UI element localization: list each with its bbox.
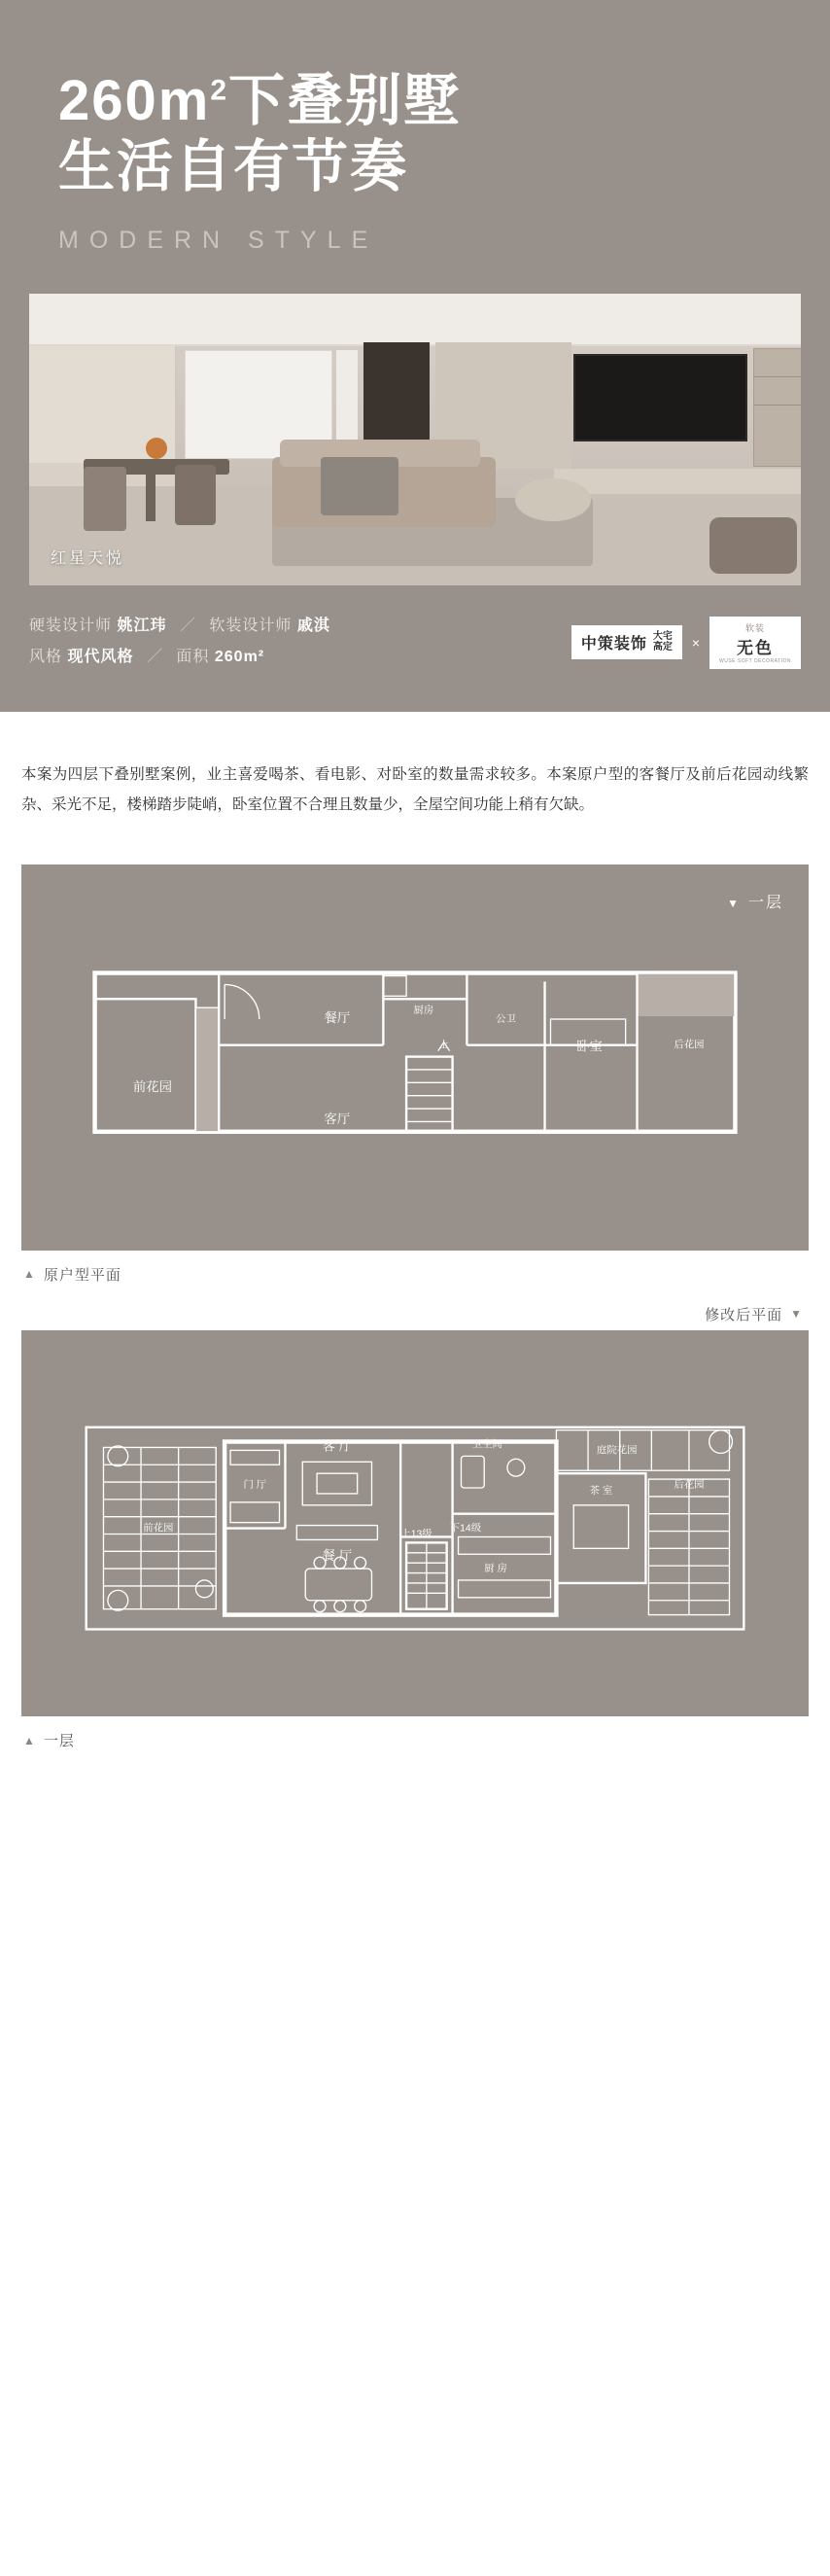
- hero-subtitle: MODERN STYLE: [58, 226, 379, 254]
- brand2-sub: WUSE SOFT DECORATION: [719, 657, 791, 664]
- modified-plan-caption-label: 修改后平面: [705, 1306, 783, 1323]
- room-label-entry: 门 厅: [243, 1479, 267, 1491]
- photo-coffee-table: [515, 478, 591, 521]
- brand1-tagline-top: 大宅: [652, 631, 673, 643]
- photo-dining-chair-right: [175, 465, 216, 525]
- credits-block: [0, 585, 830, 712]
- modified-plan-section: [21, 1330, 809, 1716]
- room-label-bathroom: 卫生间: [471, 1439, 502, 1451]
- hero-section: [0, 0, 830, 712]
- original-plan-section: [21, 865, 809, 1251]
- stair-label-up-13: 上13级: [400, 1529, 432, 1540]
- logo-group: [571, 617, 801, 669]
- interior-photo: [29, 294, 801, 585]
- logo-times-icon: ×: [691, 634, 701, 651]
- brand1-tagline-bottom: 高定: [652, 641, 673, 653]
- photo-ceiling: [29, 294, 801, 344]
- room-label-courtyard: 庭院花园: [596, 1445, 638, 1457]
- stair-label-down-14: 下14级: [449, 1523, 482, 1535]
- room-label-kitchen-new: 厨 房: [484, 1564, 507, 1575]
- room-label-back-garden-new: 后花园: [674, 1479, 705, 1491]
- page-title: [58, 68, 772, 201]
- project-description: 本案为四层下叠别墅案例，业主喜爱喝茶、看电影、对卧室的数量需求较多。本案原户型的客餐厅及前后花园动线繁杂、采光不足，楼梯踏步陡峭，卧室位置不合理且数量少，全屋空间功能上稍有欠缺。: [21, 766, 809, 814]
- title-line1-tail: 下叠别墅: [228, 69, 463, 132]
- photo-tv-unit: [554, 469, 801, 494]
- credit-sep-2: ／: [146, 648, 163, 665]
- area-value: 260m²: [214, 648, 265, 665]
- room-label-kitchen: 厨房: [413, 1005, 434, 1016]
- photo-dining-leg: [146, 475, 156, 521]
- photo-dining-chair-left: [84, 467, 126, 531]
- credit-sep-1: ／: [179, 617, 196, 634]
- room-label-dining-new: 餐 厅: [322, 1548, 353, 1564]
- room-label-public-bath: 公卫: [496, 1013, 516, 1025]
- brand2-name: 无色: [737, 638, 774, 657]
- caption-triangle-down-icon: ▼: [790, 1307, 803, 1322]
- modified-plan-canvas: [21, 1330, 809, 1716]
- brand1-name: 中策装饰: [580, 636, 647, 653]
- photo-shelf: [753, 348, 801, 467]
- brand2-top: 软装: [745, 622, 766, 633]
- original-floor-plan-drawing: [54, 933, 776, 1192]
- photo-flower-vase: [146, 438, 167, 459]
- soft-designer-label: 软装设计师: [209, 617, 293, 634]
- room-label-bedroom: 卧室: [576, 1039, 603, 1054]
- stair-label-up: 上: [438, 1040, 449, 1051]
- modified-plan-floor-label: 一层: [43, 1733, 75, 1750]
- hard-designer-value: 姚江玮: [117, 617, 167, 634]
- original-plan-caption-label: 原户型平面: [43, 1266, 121, 1284]
- credit-row-designers: [29, 611, 330, 642]
- photo-tv: [573, 354, 747, 441]
- title-superscript: 2: [210, 74, 229, 107]
- credit-row-style-area: [29, 642, 330, 673]
- floor-tag-label: 一层: [747, 894, 783, 911]
- floor-tag-triangle-down-icon: ▼: [727, 896, 741, 910]
- brand-logo-secondary: [709, 617, 801, 669]
- style-label: 风格: [29, 648, 63, 665]
- room-label-tea-room: 茶 室: [589, 1485, 613, 1497]
- brand-logo-primary: [571, 625, 682, 659]
- original-plan-canvas: [21, 865, 809, 1251]
- credit-text: [29, 611, 330, 673]
- room-label-living: 客厅: [324, 1111, 351, 1126]
- room-label-front-garden: 前花园: [132, 1079, 172, 1095]
- original-plan-caption: [0, 1251, 830, 1290]
- modified-floor-plan-drawing: [54, 1398, 776, 1658]
- soft-designer-value: 戚淇: [296, 617, 330, 634]
- title-line1-main: 260m: [58, 69, 211, 132]
- original-plan-floor-tag: [727, 890, 783, 912]
- room-label-living-new: 客 厅: [322, 1438, 353, 1454]
- photo-blanket: [321, 457, 398, 515]
- hard-designer-label: 硬装设计师: [29, 617, 113, 634]
- brand1-tagline: [653, 632, 673, 653]
- modified-plan-caption-top: [0, 1290, 830, 1330]
- photo-pouf: [709, 517, 797, 574]
- hero-text-block: [0, 0, 830, 255]
- room-label-dining: 餐厅: [324, 1009, 351, 1025]
- title-line2: 生活自有节奏: [58, 135, 409, 199]
- room-label-front-garden-new: 前花园: [143, 1523, 174, 1535]
- modified-plan-caption-bottom: [0, 1716, 830, 1756]
- area-label: 面积: [176, 648, 210, 665]
- project-name-label: 红星天悦: [51, 549, 125, 567]
- caption-triangle-up-icon-2: ▲: [23, 1733, 36, 1747]
- caption-triangle-up-icon: ▲: [23, 1267, 36, 1282]
- style-value: 现代风格: [67, 648, 134, 665]
- room-label-back-garden: 后花园: [674, 1040, 705, 1051]
